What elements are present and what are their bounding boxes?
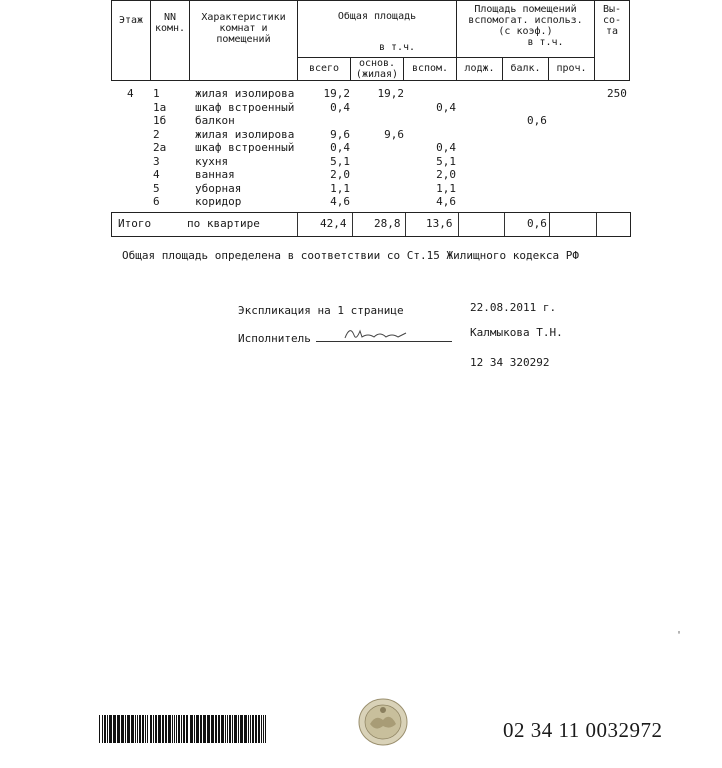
- header-main: [351, 57, 404, 80]
- barcode-bar: [109, 715, 112, 743]
- cell-total: 0,4: [330, 100, 350, 114]
- cell-aux: 1,1: [436, 181, 456, 195]
- totals-row: [111, 212, 631, 237]
- header-aux: [404, 57, 457, 80]
- cell-aux: 0,4: [436, 100, 456, 114]
- header-main-text: основ. (жилая): [355, 57, 399, 80]
- table-row: [0, 114, 722, 127]
- barcode-bar: [186, 715, 188, 743]
- header-other-text: проч.: [556, 62, 587, 74]
- cell-total: 0,4: [330, 141, 350, 154]
- barcode-bar: [162, 715, 164, 743]
- cell-aux: 5,1: [436, 154, 456, 168]
- barcode-bar: [211, 715, 214, 743]
- explication-header: [111, 0, 630, 81]
- cell-total: 1,1: [330, 181, 350, 195]
- barcode-bar: [145, 715, 146, 743]
- executor-name: Калмыкова Т.Н.: [470, 326, 563, 339]
- barcode-bar: [181, 715, 182, 743]
- barcode-bar: [147, 715, 148, 743]
- totals-label: Итого: [118, 217, 152, 230]
- totals-aux: 13,6: [426, 217, 453, 230]
- barcode-bar: [263, 715, 264, 743]
- barcode-bar: [168, 715, 171, 743]
- cell-total: 9,6: [330, 127, 350, 141]
- header-total-area: [298, 1, 457, 58]
- table-row: [0, 128, 722, 141]
- barcode-bar: [155, 715, 157, 743]
- explication-pages: Экспликация на 1 странице: [238, 304, 404, 317]
- cell-name: ванная: [195, 168, 235, 181]
- table-row: [0, 141, 722, 154]
- executor-label: Исполнитель: [238, 332, 311, 345]
- barcode-bar: [125, 715, 126, 743]
- cell-nn: 2а: [153, 141, 167, 154]
- barcode-bar: [172, 715, 173, 743]
- barcode-bar: [99, 715, 100, 743]
- tick-mark: ': [676, 630, 683, 641]
- barcode-bar: [221, 715, 224, 743]
- cell-name: шкаф встроенный: [195, 100, 295, 114]
- legal-note: Общая площадь определена в соответствии со Ст.15 Жилищного кодекса РФ: [122, 249, 579, 262]
- cell-total: 4,6: [330, 195, 350, 208]
- header-loggia: [457, 57, 503, 80]
- table-row: [0, 87, 722, 100]
- cell-aux: 0,4: [436, 141, 456, 154]
- header-aux-area: [457, 1, 595, 58]
- barcode-bar: [183, 715, 185, 743]
- cell-total: 2,0: [330, 168, 350, 181]
- barcode-bar: [240, 715, 243, 743]
- table-row: [0, 182, 722, 195]
- table-row: [0, 155, 722, 168]
- cell-total: 5,1: [330, 154, 350, 168]
- barcode-bar: [261, 715, 262, 743]
- barcode-bar: [150, 715, 152, 743]
- table-row: [0, 101, 722, 114]
- barcode-bar: [121, 715, 124, 743]
- barcode-bar: [158, 715, 161, 743]
- header-balcony: [503, 57, 549, 80]
- header-aux-area-text: Площадь помещений вспомогат. использ. (с коэф.): [468, 4, 583, 37]
- barcode-bar: [135, 715, 136, 743]
- barcode-bar: [190, 715, 193, 743]
- barcode-bar: [265, 715, 266, 743]
- header-height: [595, 1, 630, 81]
- cell-nn: 4: [153, 168, 160, 181]
- barcode-bar: [153, 715, 154, 743]
- cell-name: балкон: [195, 114, 235, 127]
- cell-name: коридор: [195, 195, 242, 208]
- cell-name: уборная: [195, 181, 242, 195]
- barcode-bar: [102, 715, 103, 743]
- barcode-bar: [244, 715, 247, 743]
- header-incl-text: в т.ч.: [378, 42, 416, 53]
- barcode-bar: [225, 715, 226, 743]
- totals-total: 42,4: [320, 217, 347, 230]
- barcode-bar: [194, 715, 195, 743]
- header-floor: [112, 1, 151, 81]
- cell-nn: 1: [153, 87, 160, 100]
- document-code: 12 34 320292: [470, 356, 550, 369]
- barcode-bar: [255, 715, 257, 743]
- totals-balcony: 0,6: [527, 217, 547, 230]
- barcode-bar: [165, 715, 167, 743]
- barcode-bar: [174, 715, 175, 743]
- barcode-bar: [104, 715, 106, 743]
- barcode-bar: [232, 715, 233, 743]
- barcode-bar: [227, 715, 228, 743]
- header-aux-text: вспом.: [411, 62, 449, 74]
- cell-nn: 1а: [153, 100, 167, 114]
- barcode-bar: [107, 715, 108, 743]
- document-date: 22.08.2011 г.: [470, 301, 557, 314]
- barcode: [99, 715, 269, 743]
- header-balcony-text: балк.: [510, 62, 541, 74]
- header-height-text: Вы- со- та: [602, 4, 622, 37]
- table-row: [0, 195, 722, 208]
- barcode-bar: [248, 715, 249, 743]
- barcode-bar: [207, 715, 210, 743]
- barcode-bar: [252, 715, 254, 743]
- barcode-bar: [196, 715, 199, 743]
- header-floor-text: Этаж: [118, 15, 144, 26]
- barcode-bar: [234, 715, 237, 743]
- barcode-bar: [229, 715, 231, 743]
- barcode-bar: [139, 715, 141, 743]
- cell-total: 19,2: [323, 87, 350, 100]
- barcode-bar: [250, 715, 251, 743]
- totals-label2: по квартире: [187, 217, 260, 230]
- cell-aux: 4,6: [436, 195, 456, 208]
- cell-nn: 3: [153, 154, 160, 168]
- barcode-bar: [238, 715, 239, 743]
- cell-nn: 1б: [153, 114, 167, 127]
- header-characteristics-text: Характеристики комнат и помещений: [201, 12, 286, 45]
- header-total-text: всего: [308, 62, 340, 74]
- header-total: [298, 57, 351, 80]
- barcode-bar: [200, 715, 202, 743]
- cell-main: 9,6: [384, 127, 404, 141]
- cell-name: жилая изолирова: [195, 87, 295, 100]
- barcode-bar: [142, 715, 144, 743]
- cell-height: 250: [607, 87, 627, 100]
- hologram-seal: [356, 696, 410, 748]
- barcode-bar: [113, 715, 116, 743]
- header-loggia-text: лодж.: [464, 62, 495, 74]
- cell-nn: 6: [153, 195, 160, 208]
- barcode-bar: [258, 715, 260, 743]
- cell-nn: 5: [153, 181, 160, 195]
- cell-name: шкаф встроенный: [195, 141, 295, 154]
- barcode-bar: [127, 715, 130, 743]
- barcode-bar: [137, 715, 138, 743]
- cell-floor: 4: [127, 87, 134, 100]
- header-total-area-text: Общая площадь: [337, 11, 417, 22]
- barcode-bar: [218, 715, 220, 743]
- cell-name: жилая изолирова: [195, 127, 295, 141]
- barcode-bar: [131, 715, 134, 743]
- barcode-bar: [117, 715, 120, 743]
- barcode-bar: [178, 715, 180, 743]
- table-row: [0, 168, 722, 181]
- header-incl2-text: в т.ч.: [527, 37, 564, 48]
- header-nn: [151, 1, 190, 81]
- header-other: [549, 57, 595, 80]
- form-serial-number: 02 34 11 0032972: [503, 718, 663, 742]
- cell-nn: 2: [153, 127, 160, 141]
- header-characteristics: [190, 1, 298, 81]
- header-nn-text: NN комн.: [154, 12, 186, 34]
- cell-name: кухня: [195, 154, 229, 168]
- cell-aux: 2,0: [436, 168, 456, 181]
- barcode-bar: [176, 715, 177, 743]
- cell-main: 19,2: [377, 87, 404, 100]
- signature-scribble: [340, 323, 410, 345]
- barcode-bar: [215, 715, 217, 743]
- cell-balk: 0,6: [527, 114, 547, 127]
- totals-main: 28,8: [374, 217, 401, 230]
- barcode-bar: [203, 715, 206, 743]
